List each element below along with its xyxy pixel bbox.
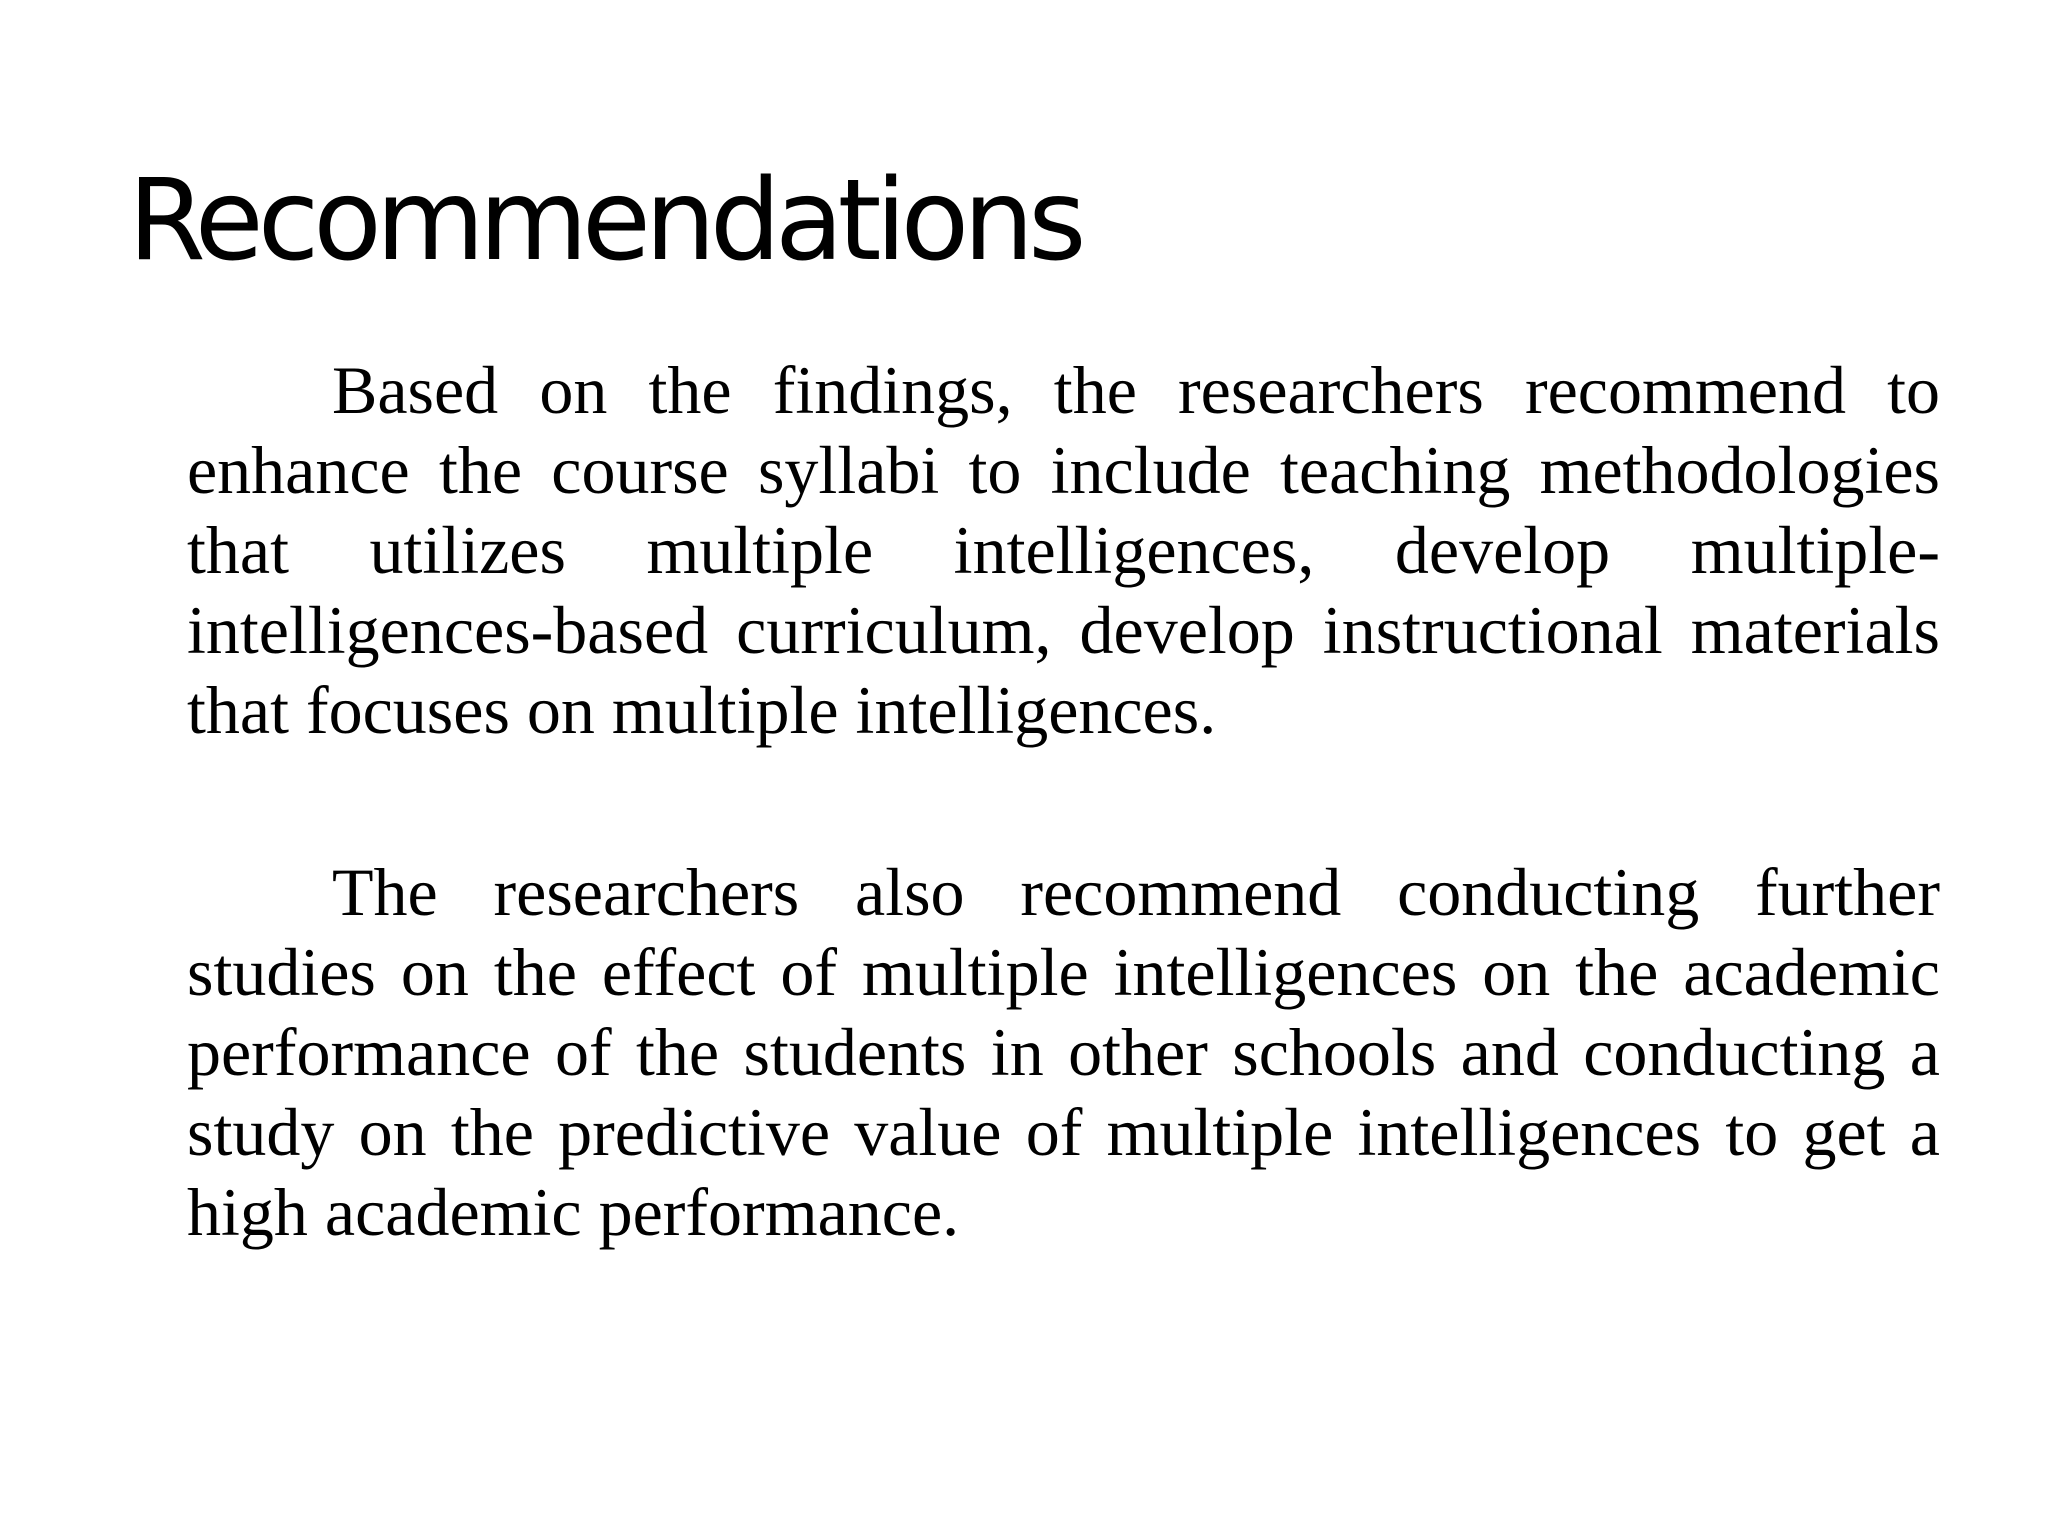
- recommendation-paragraph-2: The researchers also recommend conducting further studies on the effect of multiple intelligences on the academic performance of the students in other schools and conducting a study on the predictive value of multiple intelligences to get a high academic performance.: [187, 854, 1940, 1250]
- slide-title: Recommendations: [128, 156, 1081, 286]
- recommendation-paragraph-1: Based on the findings, the researchers recommend to enhance the course syllabi to include teaching methodologies that utilizes multiple intelligences, develop multiple-intelligences-based curriculum, develop instructional materials that focuses on multiple intelligences.: [187, 352, 1940, 748]
- slide-body: [187, 350, 1940, 1354]
